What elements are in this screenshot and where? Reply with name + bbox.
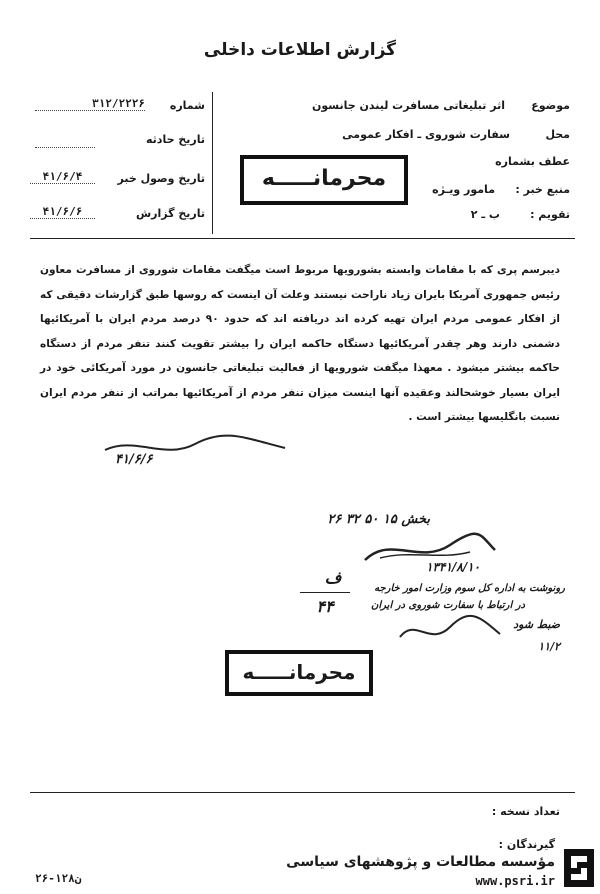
confidential-stamp-top xyxy=(240,155,408,205)
received-date-label: تاریخ وصول خبر xyxy=(117,172,205,185)
report-date-label: تاریخ گزارش xyxy=(135,207,205,220)
subject-label: موضوع xyxy=(531,99,570,112)
confidential-stamp-top-text: محرمانـــــه xyxy=(261,166,387,191)
source-value: مامور ویـژه xyxy=(432,183,495,196)
source-label: منبع خبر : xyxy=(515,183,570,196)
footer-rule xyxy=(30,792,575,793)
incident-date-label: تاریخ حادثه xyxy=(146,133,205,146)
column-divider xyxy=(212,92,213,234)
institute-logo-icon xyxy=(563,848,595,888)
signature-scribble-1 xyxy=(95,432,295,462)
handwritten-note-5: ضبط شود xyxy=(513,618,560,631)
institute-url: www.psri.ir xyxy=(475,874,555,888)
handwritten-note-6: ۱۱/۲ xyxy=(538,640,560,653)
handwritten-note-4: در ارتباط با سفارت شوروی در ایران xyxy=(371,600,525,611)
header-rule xyxy=(30,238,575,239)
received-date-value: ۴۱/۶/۴ xyxy=(30,170,95,184)
fraction-bottom: ۴۴ xyxy=(316,597,334,616)
location-value: سفارت شوروی ـ افکار عمومی xyxy=(342,128,510,141)
handwritten-note-2: ۱۳۴۱/۸/۱۰ xyxy=(426,560,480,574)
institute-name: مؤسسه مطالعات و پژوهشهای سیاسی xyxy=(286,854,555,870)
rating-label: تقویم : xyxy=(530,208,570,221)
number-value: ۳۱۲/۲۲۲۶ xyxy=(35,97,145,111)
fraction-bar xyxy=(300,592,350,593)
fraction-top: ف xyxy=(324,568,342,587)
incident-date-line xyxy=(35,147,95,148)
signature-scribble-3 xyxy=(395,612,505,652)
subject-value: اثر تبلیغاتی مسافرت لیندن جانسون xyxy=(311,99,505,112)
handwritten-note-1: بخش ۱۵ ۵۰ ۳۲ ۲۶ xyxy=(327,512,430,527)
report-body: دیبرسم پری که با مقامات وابسته بشورویها مربوط است میگفت مقامات شوروی از مسافرت معاون رئیس جمهوری آمریکا بایران زیاد ناراحت نیستند وعلت آن اینست که روسها طبق گزارشات دقیقی که از افکار عمومی مردم ایران تهیه کرده اند دریافته اند که حدود ۹۰ درصد مردم ایران با آمریکائیها دشمنی دارند وهر چقدر آمریکائیها دستگاه حاکمه ایران را بیشتر تقویت کنند تنفر مردم از دستگاه حاکمه بیشتر میشود . معهذا میگفت شورویها از فعالیت تبلیغاتی جانسون در مورد آمریکائی خود در ایران بسیار خوشحالند وعقیده آنها اینست میزان تنفر مردم از آمریکائیها بمراتب از تنفر مردم ایران نسبت بانگلیسها بیشتر است . xyxy=(40,264,560,423)
copies-label: تعداد نسخه : xyxy=(491,805,560,818)
confidential-stamp-bottom-text: محرمانـــــه xyxy=(242,660,356,684)
location-label: محل xyxy=(545,128,570,141)
report-date-value: ۴۱/۶/۶ xyxy=(30,205,95,219)
report-title: گزارش اطلاعات داخلی xyxy=(203,40,397,60)
reference-label: عطف بشماره xyxy=(495,155,570,168)
number-label: شماره xyxy=(169,99,205,112)
rating-value: ب ـ ۲ xyxy=(470,208,500,221)
recipients-label: گیرندگان : xyxy=(498,838,555,851)
handwritten-note-3: رونوشت به اداره کل سوم وزارت امور خارجه xyxy=(374,583,565,594)
form-code: ۲۶-۱۲۸ن xyxy=(35,872,82,885)
confidential-stamp-bottom xyxy=(225,650,373,696)
handwritten-initials-date: ۴۱/۶/۶ xyxy=(115,452,153,467)
